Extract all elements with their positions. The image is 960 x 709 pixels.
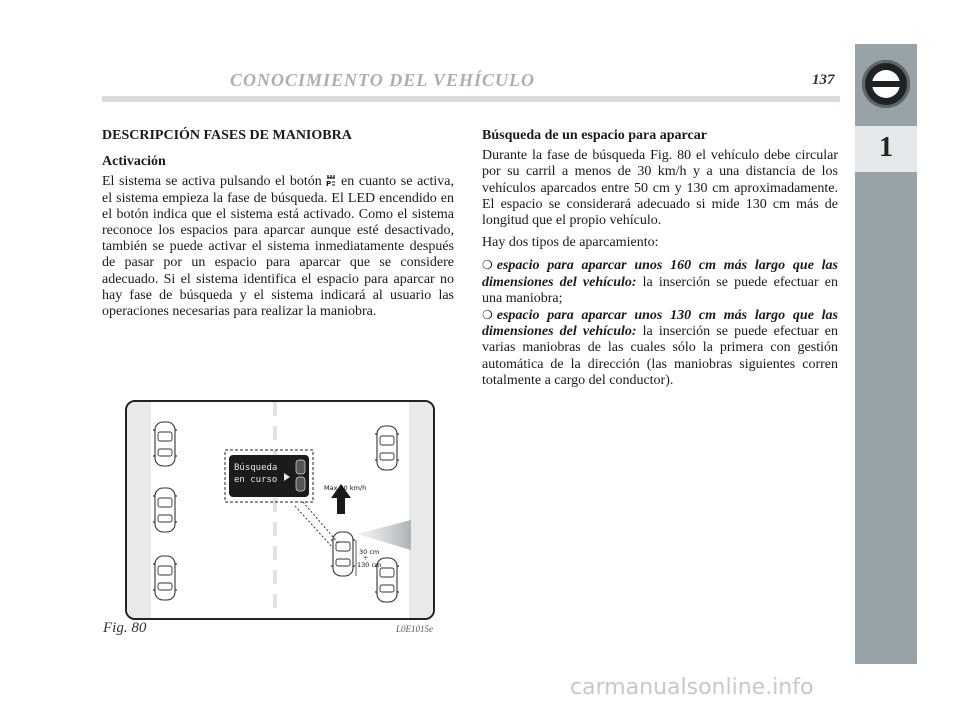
parked-car (153, 422, 177, 466)
bullet-circle-icon: ❍ (482, 308, 493, 323)
speed-label: Max 30 km/h (324, 484, 367, 492)
right-column (482, 122, 838, 389)
illustration-drawing (127, 402, 433, 618)
left-column (102, 122, 454, 326)
distance-divider-icon: ÷ (363, 554, 369, 562)
display-text-line2: en curso (234, 475, 278, 485)
bullet-text: la inserción se puede efectuar en varias maniobras de las cuales sólo la primera con gestión automática de la dirección (las maniobras siguientes corren totalmente a cargo del conductor). (482, 324, 838, 388)
distance-label-min: 30 cm (359, 548, 380, 556)
parking-button-icon (326, 174, 336, 187)
search-paragraph: Durante la fase de búsqueda Fig. 80 el vehículo debe circular por su carril a menos de 30 km/h y a una distancia de los vehículos aparcados entre 50 cm y 130 cm aproximadamente. El espacio se considerará adecuado si mide 130 cm más de longitud que el propio vehículo. (482, 148, 838, 229)
activation-paragraph (102, 174, 454, 320)
display-car-icon (296, 460, 305, 474)
display-text-line1: Búsqueda (234, 463, 278, 473)
bullet-item (482, 257, 838, 307)
watermark: carmanualsonline.info (570, 675, 814, 700)
paragraph-before-icon: El sistema se activa pulsando el botón (102, 174, 322, 190)
subheading-activation: Activación (102, 154, 166, 170)
bullet-emphasis: espacio para aparcar unos 160 cm más largo que las dimensiones del vehículo: (482, 258, 838, 290)
lancia-logo-icon (862, 60, 910, 108)
svg-text:P: P (326, 180, 332, 188)
parked-car (153, 556, 177, 600)
page-number: 137 (812, 72, 835, 88)
distance-label-max: 130 cm (357, 561, 382, 569)
parking-search-illustration (125, 400, 435, 620)
types-intro: Hay dos tipos de aparcamiento: (482, 235, 659, 251)
bullet-circle-icon: ❍ (482, 258, 493, 273)
bullet-emphasis: espacio para aparcar unos 130 cm más largo que las dimensiones del vehículo: (482, 308, 838, 340)
bullet-text: la inserción se puede efectuar en una maniobra; (482, 274, 838, 306)
running-header-title: CONOCIMIENTO DEL VEHÍCULO (230, 70, 536, 90)
parked-car (375, 426, 399, 470)
search-heading: Búsqueda de un espacio para aparcar (482, 128, 707, 143)
bullet-item (482, 307, 838, 389)
figure-code: L0E1015e (396, 624, 433, 634)
display-car-icon (296, 477, 305, 491)
header-divider (102, 96, 840, 102)
paragraph-after-icon: en cuanto se activa, el sistema empieza la fase de búsqueda. El LED encendido en el botón indica que el sistema está activado. Como el sistema reconoce los espacios para aparcar aunque esté desactivado, también se puede activar el sistema inmediatamente después de pasar por un espacio para aparcar que se considere adecuado. Si el sistema identifica el espacio para aparcar no hay fase de búsqueda y el sistema indicará al usuario las operaciones necesarias para realizar la maniobra. (102, 174, 455, 320)
sensor-beam (357, 520, 411, 550)
parked-car (153, 488, 177, 532)
chapter-number: 1 (879, 132, 893, 163)
figure-caption: Fig. 80 (103, 620, 147, 636)
section-title: DESCRIPCIÓN FASES DE MANIOBRA (102, 128, 352, 143)
